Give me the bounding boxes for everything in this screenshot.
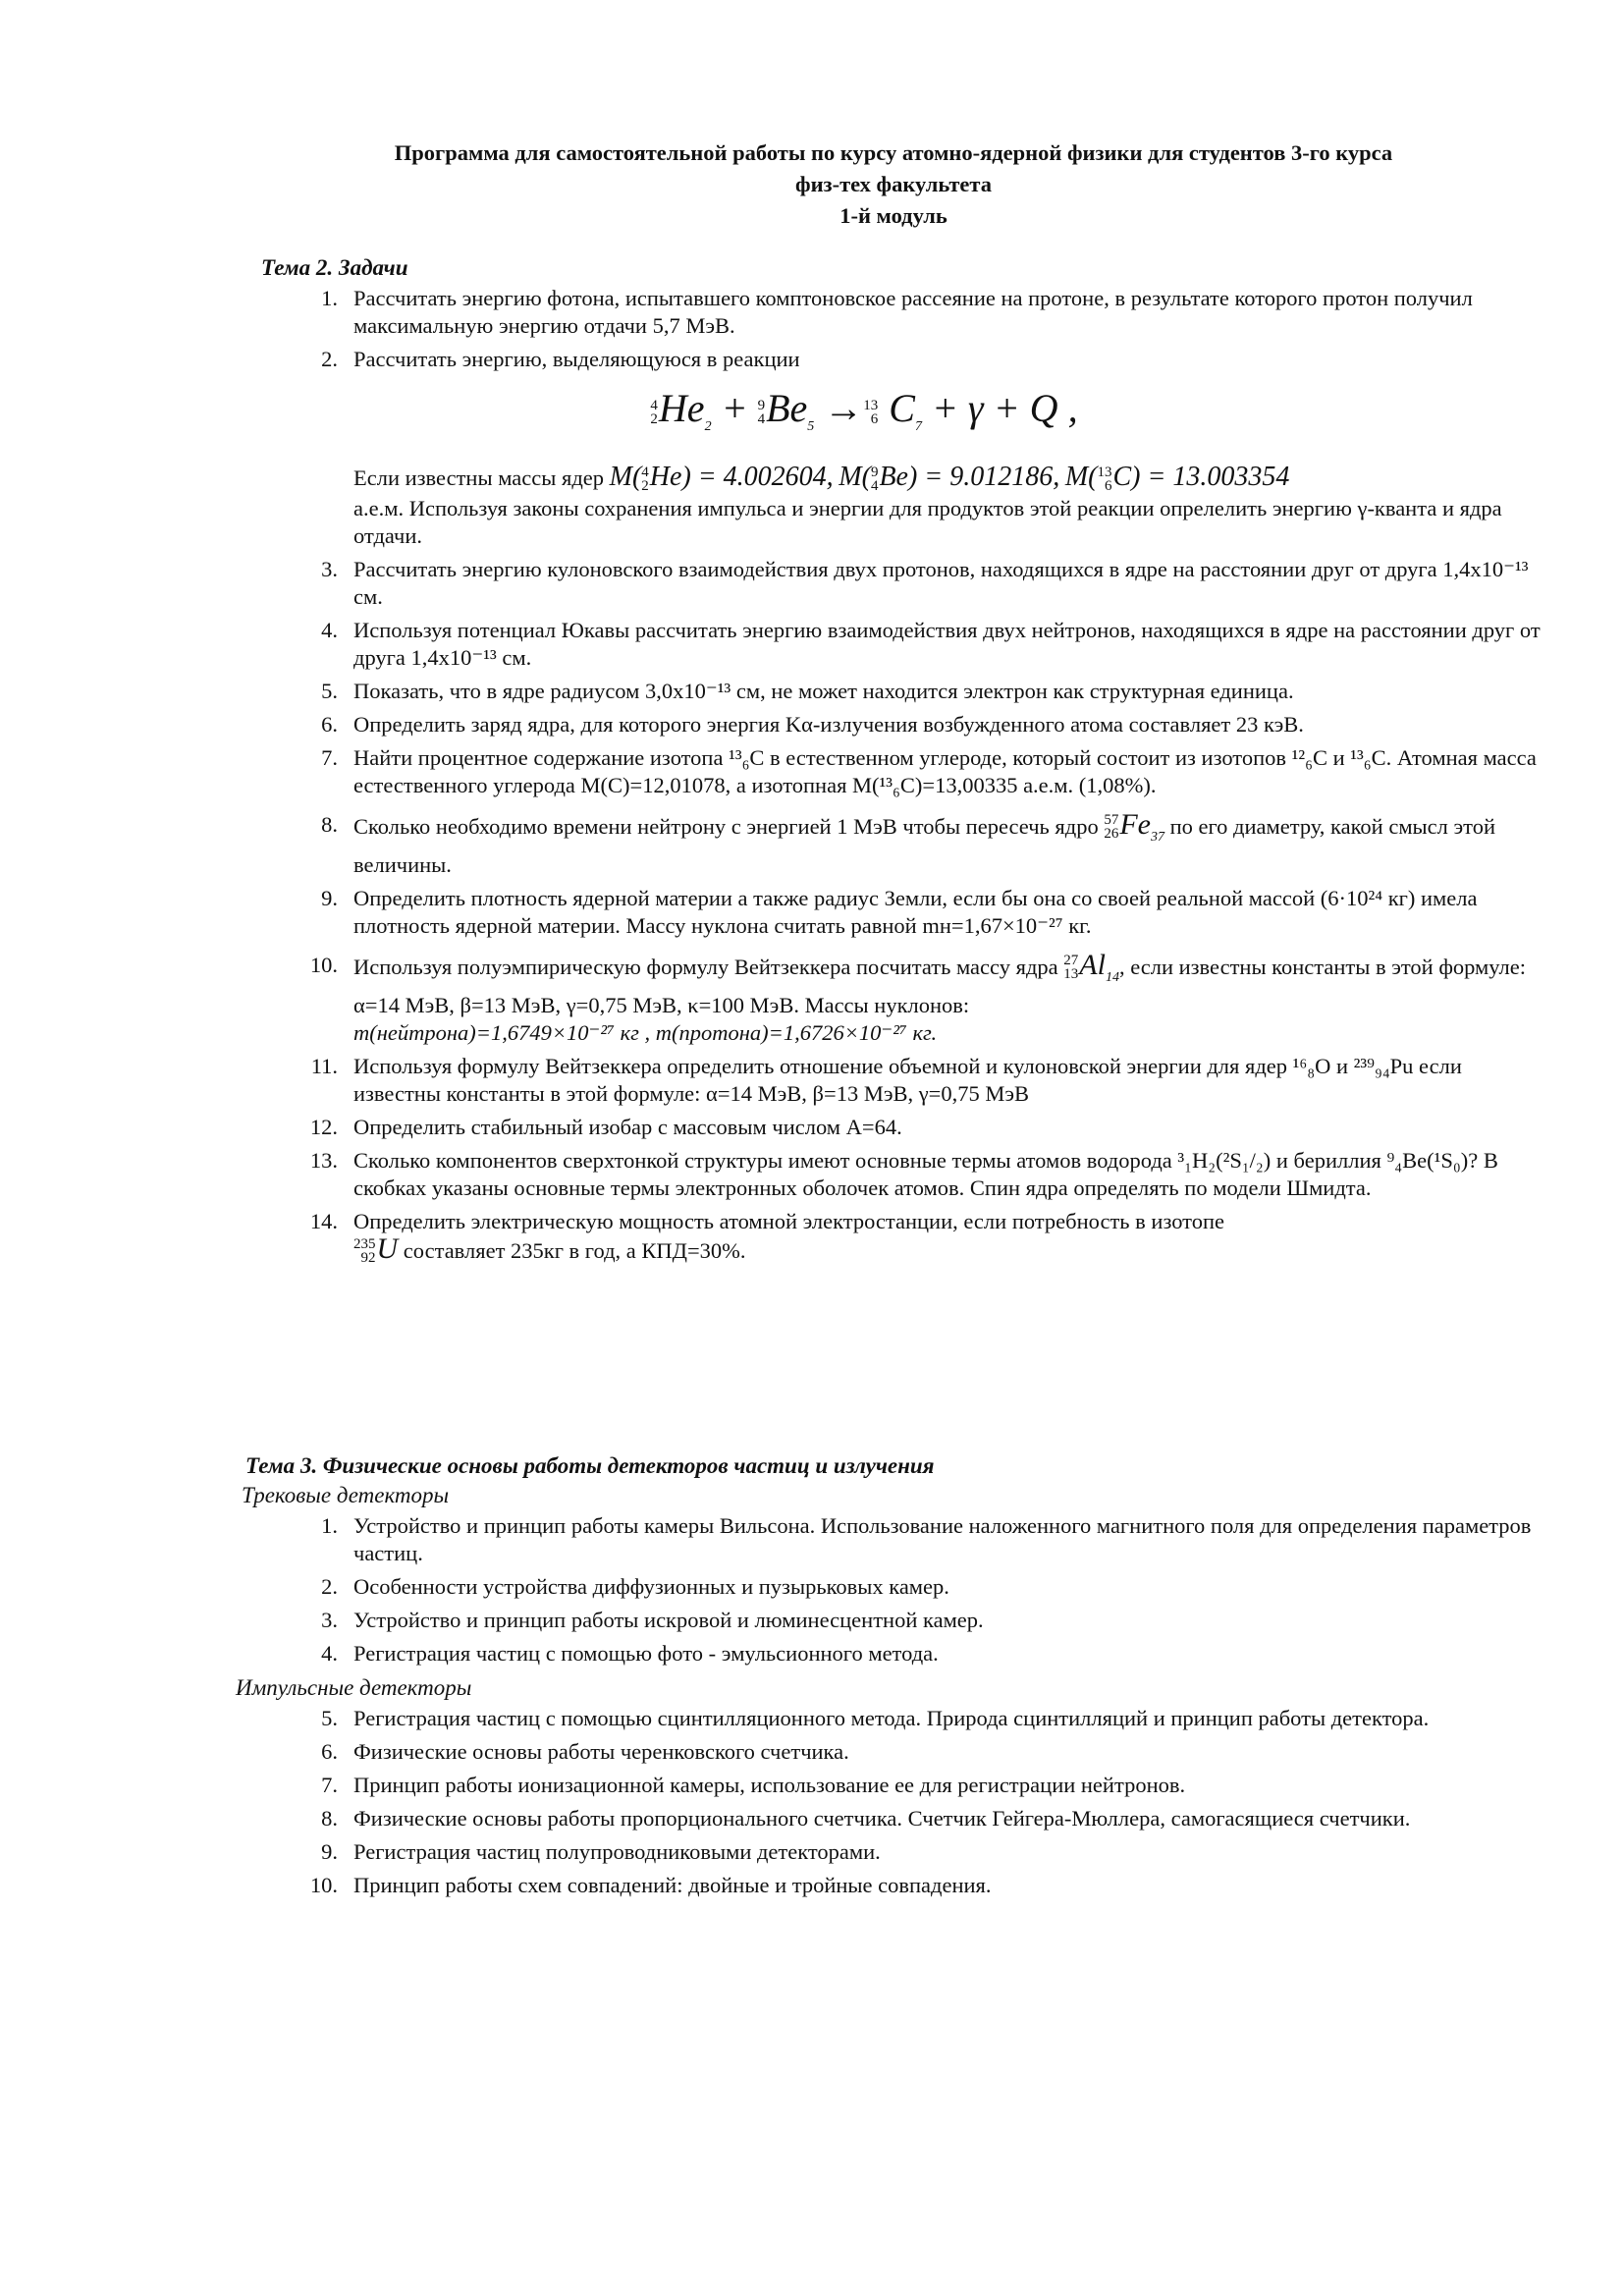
subheading-track-detectors: Трековые детекторы (242, 1483, 450, 1507)
list-item: 10. Используя полуэмпирическую формулу Вейтзеккера посчитать массу ядра 27 13 $Al_{14}$, если известны константы в этой формуле: α=14 МэВ, β=13 МэВ, γ=0,75 МэВ, κ=100 МэВ. Массы нуклонов: m(нейтрона)=1,6749×10⁻²⁷ кг , m(протона)=1,6726×10⁻²⁷ кг. (236, 952, 1551, 1047)
list-item: 4. Используя потенциал Юкавы рассчитать энергию взаимодействия двух нейтронов, находящихся в ядре на расстоянии друг от друга 1,4х10⁻¹³ см. (321, 618, 1541, 670)
list-item: 5. Регистрация частиц с помощью сцинтилляционного метода. Природа сцинтилляций и принцип работы детектора. (321, 1706, 1430, 1730)
header-line-2: физ-тех факультета (795, 172, 992, 196)
list-item: 8. Сколько необходимо времени нейтрону с энергией 1 МэВ чтобы пересечь ядро 57 26 $Fe_{37}$ по его диаметру, какой смысл этой величины. (321, 808, 1495, 877)
list-item: 1. Рассчитать энергию фотона, испытавшего комптоновское рассеяние на протоне, в результате которого протон получил максимальную энергию отдачи 5,7 МэВ. (321, 286, 1473, 338)
document-header (245, 137, 1542, 232)
topic-3-section (236, 1451, 1551, 1905)
list-item: 5. Показать, что в ядре радиусом 3,0х10⁻¹³ см, не может находится электрон как структурная единица. (321, 679, 1294, 703)
reaction-formula: 4 2 $He_2$ + 9 4 $Be_5$ → 13 6 $C_7 + \gamma + Q$ , (650, 386, 1078, 434)
list-item: 3. Устройство и принцип работы искровой и люминесцентной камер. (321, 1608, 984, 1632)
nucleon-masses: m(нейтрона)=1,6749×10⁻²⁷ кг , m(протона)=1,6726×10⁻²⁷ кг. (353, 1020, 938, 1045)
nuclear-masses: Если известны массы ядер M( 4 2 He) = 4.002604, M( 9 4 Be) = 9.012186, M( 13 6 C) = 13.003354 (353, 462, 1290, 494)
topic-2-title: Тема 2. Задачи (261, 255, 408, 280)
list-item: 9. Регистрация частиц полупроводниковыми детекторами. (321, 1839, 881, 1864)
list-item: 7. Найти процентное содержание изотопа ¹³₆С в естественном углероде, который состоит из изотопов ¹²₆С и ¹³₆С. Атомная масса естественного углерода М(С)=12,01078, а изотопная М(¹³₆С)=13,00335 а.е.м. (1,08%). (321, 745, 1537, 797)
topic-3-list-pulse (236, 1705, 1551, 1899)
topic-3-list-track (236, 1512, 1551, 1667)
header-line-1: Программа для самостоятельной работы по курсу атомно-ядерной физики для студентов 3-го курса (394, 140, 1393, 165)
list-item: 6. Физические основы работы черенковского счетчика. (321, 1739, 849, 1764)
list-item: 2. Особенности устройства диффузионных и пузырьковых камер. (321, 1574, 949, 1599)
list-item: 12. Определить стабильный изобар с массовым числом А=64. (309, 1115, 902, 1139)
list-item: 1. Устройство и принцип работы камеры Вильсона. Использование наложенного магнитного поля для определения параметров частиц. (321, 1513, 1532, 1565)
topic-3-title: Тема 3. Физические основы работы детекторов частиц и излучения (245, 1453, 935, 1478)
list-item: 8. Физические основы работы пропорционального счетчика. Счетчик Гейгера-Мюллера, самогасящиеся счетчики. (321, 1806, 1411, 1831)
list-item: 11. Используя формулу Вейтзеккера определить отношение объемной и кулоновской энергии для ядер ¹⁶₈O и ²³⁹₉₄Pu если известны константы в этой формуле: α=14 МэВ, β=13 МэВ, γ=0,75 МэВ (310, 1054, 1462, 1106)
list-item: 7. Принцип работы ионизационной камеры, использование ее для регистрации нейтронов. (321, 1773, 1186, 1797)
list-item: 13. Сколько компонентов сверхтонкой структуры имеют основные термы атомов водорода ³₁H₂(²S₁/₂) и бериллия ⁹₄Be(¹S₀)? В скобках указаны основные термы электронных оболочек атомов. Спин ядра определять по модели Шмидта. (309, 1148, 1498, 1200)
item-2-continuation: а.е.м. Используя законы сохранения импульса и энергии для продуктов этой реакции опрелелить энергию γ-кванта и ядра отдачи. (353, 496, 1502, 548)
list-item: 14. Определить электрическую мощность атомной электростанции, если потребность в изотопе 235 92 U составляет 235кг в год, а КПД=30%. (309, 1209, 1224, 1267)
topic-2-section (236, 253, 1551, 1271)
list-item: 3. Рассчитать энергию кулоновского взаимодействия двух протонов, находящихся в ядре на расстоянии друг от друга 1,4х10⁻¹³ см. (321, 557, 1529, 609)
list-item: 6. Определить заряд ядра, для которого энергия Kα-излучения возбужденного атома составляет 23 кэВ. (321, 712, 1304, 737)
list-item: 9. Определить плотность ядерной материи а также радиус Земли, если бы она со своей реальной массой (6·10²⁴ кг) имела плотность ядерной материи. Массу нуклона считать равной mн=1,67×10⁻²⁷ кг. (321, 886, 1478, 938)
subheading-pulse-detectors: Импульсные детекторы (236, 1675, 472, 1700)
header-line-3: 1-й модуль (839, 203, 947, 228)
list-item: 4. Регистрация частиц с помощью фото - эмульсионного метода. (321, 1641, 939, 1666)
topic-2-list (236, 285, 1551, 1265)
list-item: 10. Принцип работы схем совпадений: двойные и тройные совпадения. (309, 1873, 992, 1897)
list-item: 2. Рассчитать энергию, выделяющуюся в реакции 4 2 $He_2$ + 9 4 $Be_5$ → 13 6 $C_7 + \gamma + Q$ , Если известны массы ядер M( 4 2 He) = 4.002604, M( 9 4 Be) = 9.012186, M( 13 6 C) = 13.003354 а.е.м. Используя законы сохранения импульса и энергии для продуктов этой реакции опрелелить энергию γ-кванта и ядра отдачи. (236, 346, 1551, 550)
